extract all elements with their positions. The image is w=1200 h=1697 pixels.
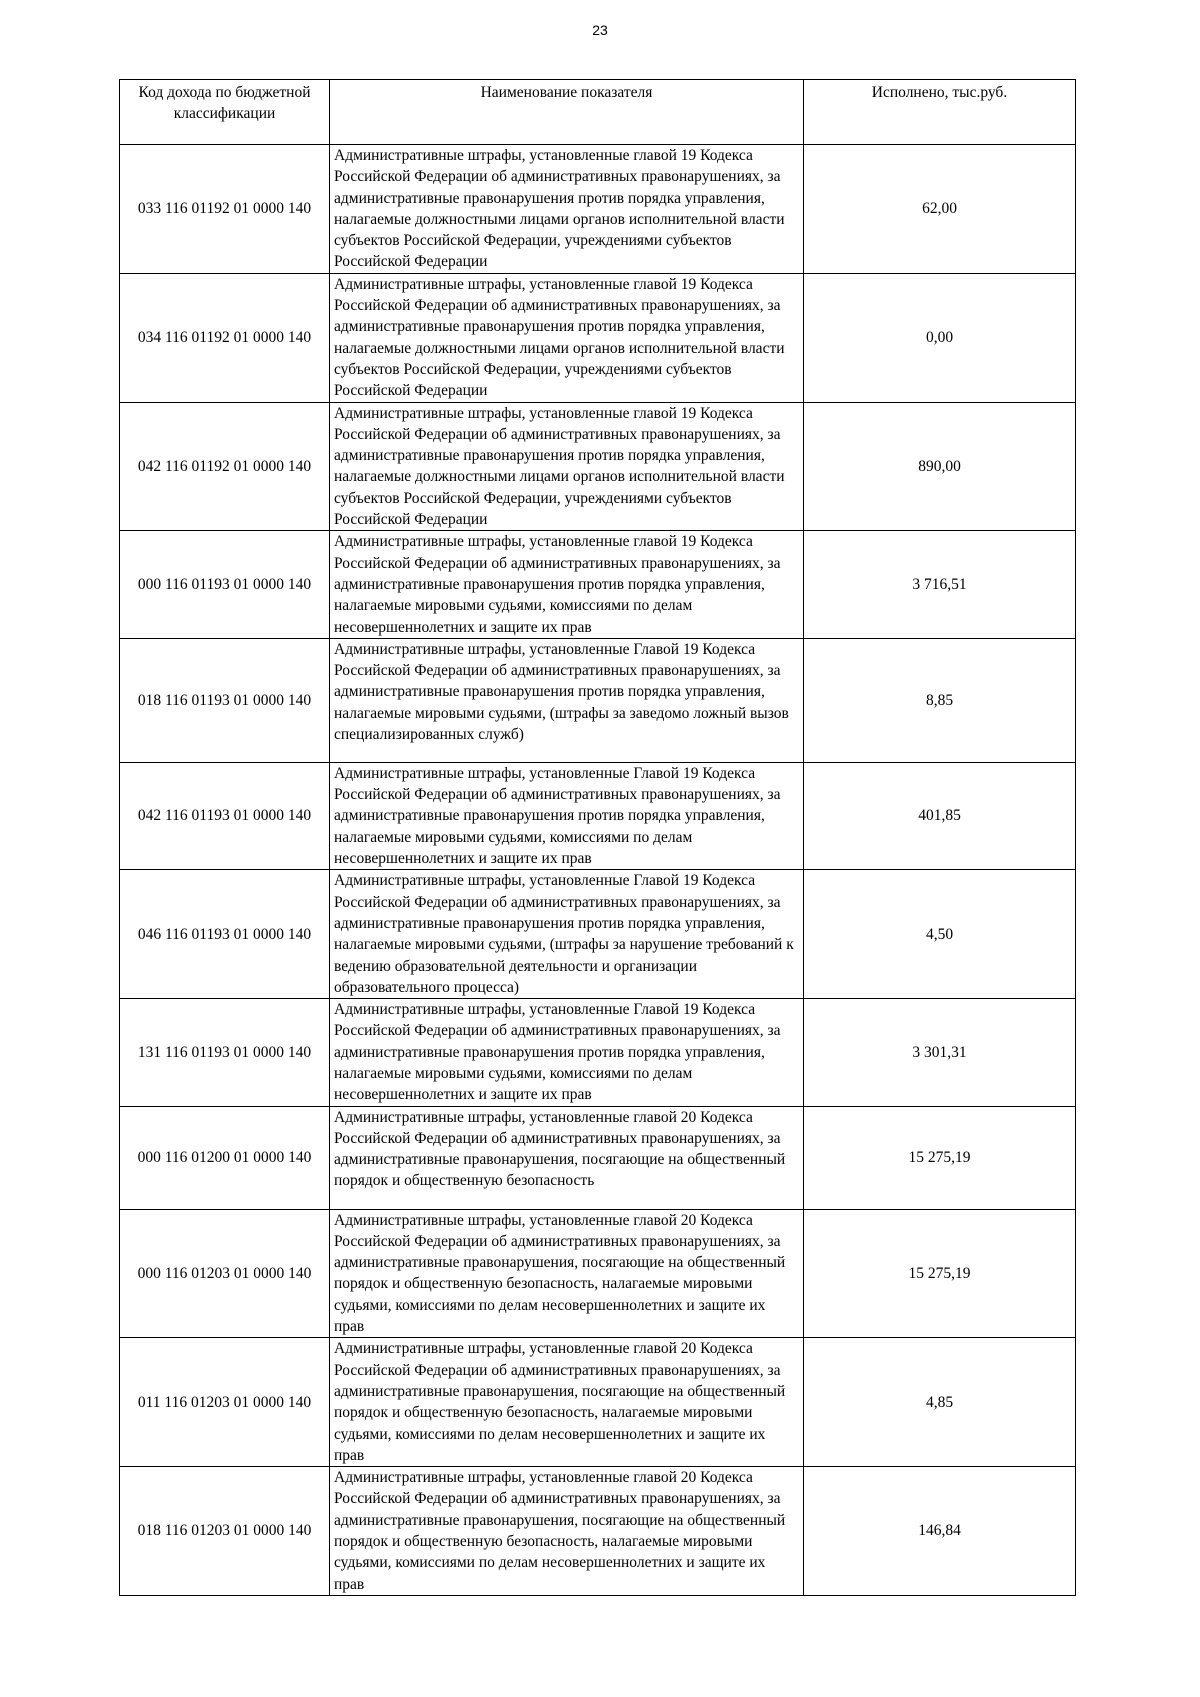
executed-amount-cell: 0,00: [804, 273, 1076, 402]
indicator-name-cell: Административные штрафы, установленные главой 20 Кодекса Российской Федерации об административных правонарушениях, за административные правонарушения, посягающие на общественный порядок и общественную безопасность: [330, 1106, 804, 1209]
executed-amount-cell: 62,00: [804, 145, 1076, 274]
executed-amount-cell: 15 275,19: [804, 1106, 1076, 1209]
executed-amount-cell: 146,84: [804, 1467, 1076, 1596]
revenue-code-cell: 042 116 01193 01 0000 140: [120, 762, 330, 869]
revenue-code-cell: 000 116 01200 01 0000 140: [120, 1106, 330, 1209]
revenue-code-cell: 011 116 01203 01 0000 140: [120, 1338, 330, 1467]
header-name: Наименование показателя: [330, 80, 804, 145]
revenue-table: [119, 79, 1076, 1596]
table-row: [120, 999, 1076, 1106]
revenue-code-cell: 018 116 01193 01 0000 140: [120, 638, 330, 762]
table-row: [120, 531, 1076, 638]
table-body: [120, 145, 1076, 1596]
table-row: [120, 1209, 1076, 1338]
indicator-name-cell: Административные штрафы, установленные главой 19 Кодекса Российской Федерации об административных правонарушениях, за административные правонарушения против порядка управления, налагаемые должностными лицами органов исполнительной власти субъектов Российской Федерации, учреждениями субъектов Российской Федерации: [330, 145, 804, 274]
table-row: [120, 638, 1076, 762]
page-number: 23: [592, 22, 608, 38]
executed-amount-cell: 15 275,19: [804, 1209, 1076, 1338]
indicator-name-cell: Административные штрафы, установленные главой 19 Кодекса Российской Федерации об административных правонарушениях, за административные правонарушения против порядка управления, налагаемые должностными лицами органов исполнительной власти субъектов Российской Федерации, учреждениями субъектов Российской Федерации: [330, 273, 804, 402]
indicator-name-cell: Административные штрафы, установленные Главой 19 Кодекса Российской Федерации об административных правонарушениях, за административные правонарушения против порядка управления, налагаемые мировыми судьями, (штрафы за нарушение требований к ведению образовательной деятельности и организации образовательного процесса): [330, 870, 804, 999]
indicator-name-cell: Административные штрафы, установленные главой 20 Кодекса Российской Федерации об административных правонарушениях, за административные правонарушения, посягающие на общественный порядок и общественную безопасность, налагаемые мировыми судьями, комиссиями по делам несовершеннолетних и защите их прав: [330, 1338, 804, 1467]
table-header-row: [120, 80, 1076, 145]
indicator-name-cell: Административные штрафы, установленные Главой 19 Кодекса Российской Федерации об административных правонарушениях, за административные правонарушения против порядка управления, налагаемые мировыми судьями, комиссиями по делам несовершеннолетних и защите их прав: [330, 762, 804, 869]
executed-amount-cell: 4,50: [804, 870, 1076, 999]
indicator-name-cell: Административные штрафы, установленные главой 19 Кодекса Российской Федерации об административных правонарушениях, за административные правонарушения против порядка управления, налагаемые мировыми судьями, комиссиями по делам несовершеннолетних и защите их прав: [330, 531, 804, 638]
table-row: [120, 762, 1076, 869]
indicator-name-cell: Административные штрафы, установленные главой 19 Кодекса Российской Федерации об административных правонарушениях, за административные правонарушения против порядка управления, налагаемые должностными лицами органов исполнительной власти субъектов Российской Федерации, учреждениями субъектов Российской Федерации: [330, 402, 804, 531]
table-row: [120, 870, 1076, 999]
executed-amount-cell: 8,85: [804, 638, 1076, 762]
revenue-code-cell: 034 116 01192 01 0000 140: [120, 273, 330, 402]
revenue-code-cell: 000 116 01193 01 0000 140: [120, 531, 330, 638]
table-row: [120, 1467, 1076, 1596]
revenue-code-cell: 046 116 01193 01 0000 140: [120, 870, 330, 999]
table-row: [120, 273, 1076, 402]
executed-amount-cell: 3 301,31: [804, 999, 1076, 1106]
header-amount: Исполнено, тыс.руб.: [804, 80, 1076, 145]
indicator-name-cell: Административные штрафы, установленные главой 20 Кодекса Российской Федерации об административных правонарушениях, за административные правонарушения, посягающие на общественный порядок и общественную безопасность, налагаемые мировыми судьями, комиссиями по делам несовершеннолетних и защите их прав: [330, 1209, 804, 1338]
revenue-code-cell: 033 116 01192 01 0000 140: [120, 145, 330, 274]
table-row: [120, 402, 1076, 531]
revenue-code-cell: 042 116 01192 01 0000 140: [120, 402, 330, 531]
table-row: [120, 145, 1076, 274]
table-row: [120, 1106, 1076, 1209]
indicator-name-cell: Административные штрафы, установленные Главой 19 Кодекса Российской Федерации об административных правонарушениях, за административные правонарушения против порядка управления, налагаемые мировыми судьями, (штрафы за заведомо ложный вызов специализированных служб): [330, 638, 804, 762]
executed-amount-cell: 4,85: [804, 1338, 1076, 1467]
revenue-code-cell: 000 116 01203 01 0000 140: [120, 1209, 330, 1338]
executed-amount-cell: 401,85: [804, 762, 1076, 869]
header-code: Код дохода по бюджетной классификации: [120, 80, 330, 145]
executed-amount-cell: 890,00: [804, 402, 1076, 531]
table-row: [120, 1338, 1076, 1467]
indicator-name-cell: Административные штрафы, установленные Главой 19 Кодекса Российской Федерации об административных правонарушениях, за административные правонарушения против порядка управления, налагаемые мировыми судьями, комиссиями по делам несовершеннолетних и защите их прав: [330, 999, 804, 1106]
executed-amount-cell: 3 716,51: [804, 531, 1076, 638]
revenue-code-cell: 018 116 01203 01 0000 140: [120, 1467, 330, 1596]
revenue-code-cell: 131 116 01193 01 0000 140: [120, 999, 330, 1106]
indicator-name-cell: Административные штрафы, установленные главой 20 Кодекса Российской Федерации об административных правонарушениях, за административные правонарушения, посягающие на общественный порядок и общественную безопасность, налагаемые мировыми судьями, комиссиями по делам несовершеннолетних и защите их прав: [330, 1467, 804, 1596]
